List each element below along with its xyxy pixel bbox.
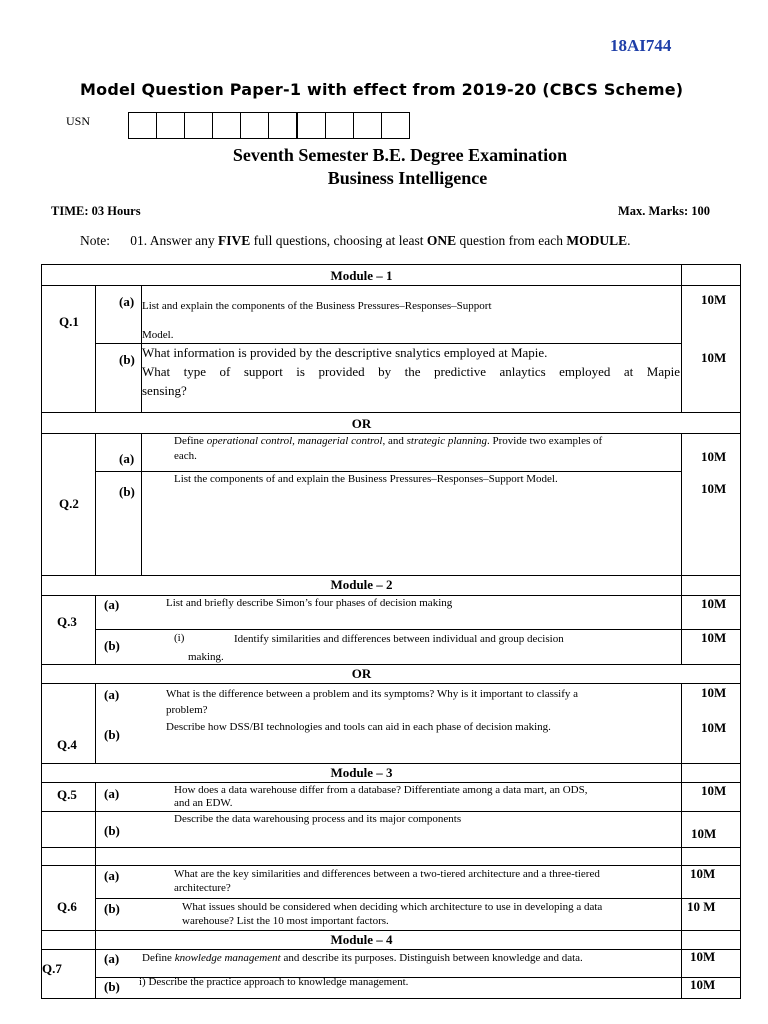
text-run: . Provide two examples of [486,435,603,447]
question-marks: 10M [701,449,727,464]
question-number: Q.1 [59,314,79,329]
rule [42,782,740,783]
exam-title: Seventh Semester B.E. Degree Examination [232,145,568,165]
rule [95,433,96,575]
rule [42,847,740,848]
part-label: (b) [104,727,120,742]
module-heading: Module – 2 [330,577,393,592]
question-text: architecture? [174,882,231,894]
roman-numeral: (i) [174,632,185,644]
usn-box [129,113,157,138]
question-text: List and briefly describe Simon’s four phases of decision making [166,597,453,609]
question-marks: 10M [701,292,727,307]
part-label: (b) [104,638,120,653]
rule [681,763,682,998]
text-run: operational control, managerial control [206,435,383,447]
question-number: Q.4 [57,737,77,752]
note-label: Note: [80,233,110,248]
exam-duration: TIME: 03 Hours [51,204,141,218]
question-text: Model. [142,329,174,341]
usn-box [326,113,354,138]
question-text: problem? [166,704,208,716]
rule [42,949,740,950]
part-label: (a) [119,451,135,466]
question-marks: 10M [701,685,727,700]
paper-code: 18AI744 [610,36,672,55]
usn-box [185,113,213,138]
rule [42,433,740,434]
question-text [174,435,602,447]
question-text: List and explain the components of the Business Pressures–Responses–Support [142,300,492,312]
note-five: FIVE [218,233,251,248]
subject-title: Business Intelligence [327,168,488,188]
rule [95,471,681,472]
question-text: How does a data warehouse differ from a database? Differentiate among a data mart, an ODS, [174,784,588,796]
question-marks: 10M [690,866,716,881]
question-marks: 10M [691,826,717,841]
note-text: 01. Answer any [130,233,215,248]
text-run: and describe its purposes. Distinguish between knowledge and data. [280,952,583,964]
rule [42,595,740,596]
rule [95,782,96,998]
module-heading: Module – 4 [330,932,393,947]
rule [95,898,740,899]
question-text: each. [174,450,197,462]
exam-note [80,233,630,249]
question-marks: 10M [690,949,716,964]
usn-label: USN [66,114,91,128]
part-label: (a) [119,294,135,309]
question-text: Identify similarities and differences between individual and group decision [234,633,564,645]
rule [42,412,740,413]
usn-box [157,113,185,138]
part-label: (b) [119,484,135,499]
question-text: warehouse? List the 10 most important factors. [182,915,389,927]
rule [681,575,682,664]
question-table [41,264,741,999]
question-marks: 10M [701,481,727,496]
text-run: Define [174,435,207,447]
question-marks: 10M [701,350,727,365]
question-number: Q.7 [42,961,62,976]
usn-box [269,113,298,138]
question-text: What issues should be considered when deciding which architecture to use in developing a data [182,901,603,913]
question-text: making. [188,651,224,663]
question-text: Describe the data warehousing process and its major components [174,813,462,825]
usn-box [354,113,382,138]
paper-title: Model Question Paper-1 with effect from 2019-20 (CBCS Scheme) [80,80,684,99]
question-text: What type of support is provided by the predictive anlaytics employed at Mapie [142,364,680,379]
question-text [142,952,583,964]
question-marks: 10M [690,977,716,992]
question-marks: 10M [701,783,727,798]
or-separator: OR [351,666,372,681]
rule [95,285,96,412]
usn-box [298,113,326,138]
question-text: Describe how DSS/BI technologies and tools can aid in each phase of decision making. [166,721,551,733]
note-text: full questions, choosing at least [253,233,424,248]
part-label: (a) [104,868,120,883]
usn-boxes [128,112,410,139]
question-text: i) Describe the practice approach to knowledge management. [139,976,409,988]
question-text: What are the key similarities and differences between a two-tiered architecture and a three-tiered [174,868,600,880]
part-label: (b) [104,901,120,916]
text-run: Define [142,952,175,964]
part-label: (b) [119,352,135,367]
question-text: List the components of and explain the Business Pressures–Responses–Support Model. [174,473,558,485]
question-marks: 10M [701,720,727,735]
part-label: (b) [104,823,120,838]
rule [141,433,142,575]
note-one: ONE [426,233,457,248]
usn-box [241,113,269,138]
question-text: What is the difference between a problem and its symptoms? Why is it important to classify a [166,688,578,700]
question-number: Q.6 [57,899,77,914]
note-end: . [627,233,631,248]
rule [95,595,96,664]
text-run: strategic planning [406,435,487,447]
or-separator: OR [351,416,372,431]
usn-box [382,113,409,138]
question-number: Q.5 [57,787,77,802]
rule [42,683,740,684]
question-marks: 10M [701,596,727,611]
part-label: (a) [104,597,120,612]
rule [681,683,682,763]
rule [95,629,740,630]
question-text: What information is provided by the descriptive snalytics employed at Mapie. [142,345,548,360]
question-text: and an EDW. [174,797,233,809]
rule [95,683,96,763]
module-heading: Module – 3 [330,765,393,780]
note-module: MODULE [566,233,628,248]
text-run: knowledge management [174,952,281,964]
part-label: (a) [104,687,120,702]
rule [42,285,740,286]
rule [42,811,740,812]
question-marks: 10 M [687,899,716,914]
note-text: question from each [459,233,563,248]
question-number: Q.3 [57,614,77,629]
question-marks: 10M [701,630,727,645]
rule [681,433,682,575]
part-label: (a) [104,951,120,966]
rule [681,265,682,412]
part-label: (b) [104,979,120,994]
text-run: , and [382,435,407,447]
rule [42,865,740,866]
part-label: (a) [104,786,120,801]
max-marks: Max. Marks: 100 [618,204,710,218]
module-heading: Module – 1 [330,268,393,283]
usn-box [213,113,241,138]
question-text: sensing? [142,383,187,398]
question-number: Q.2 [59,496,79,511]
